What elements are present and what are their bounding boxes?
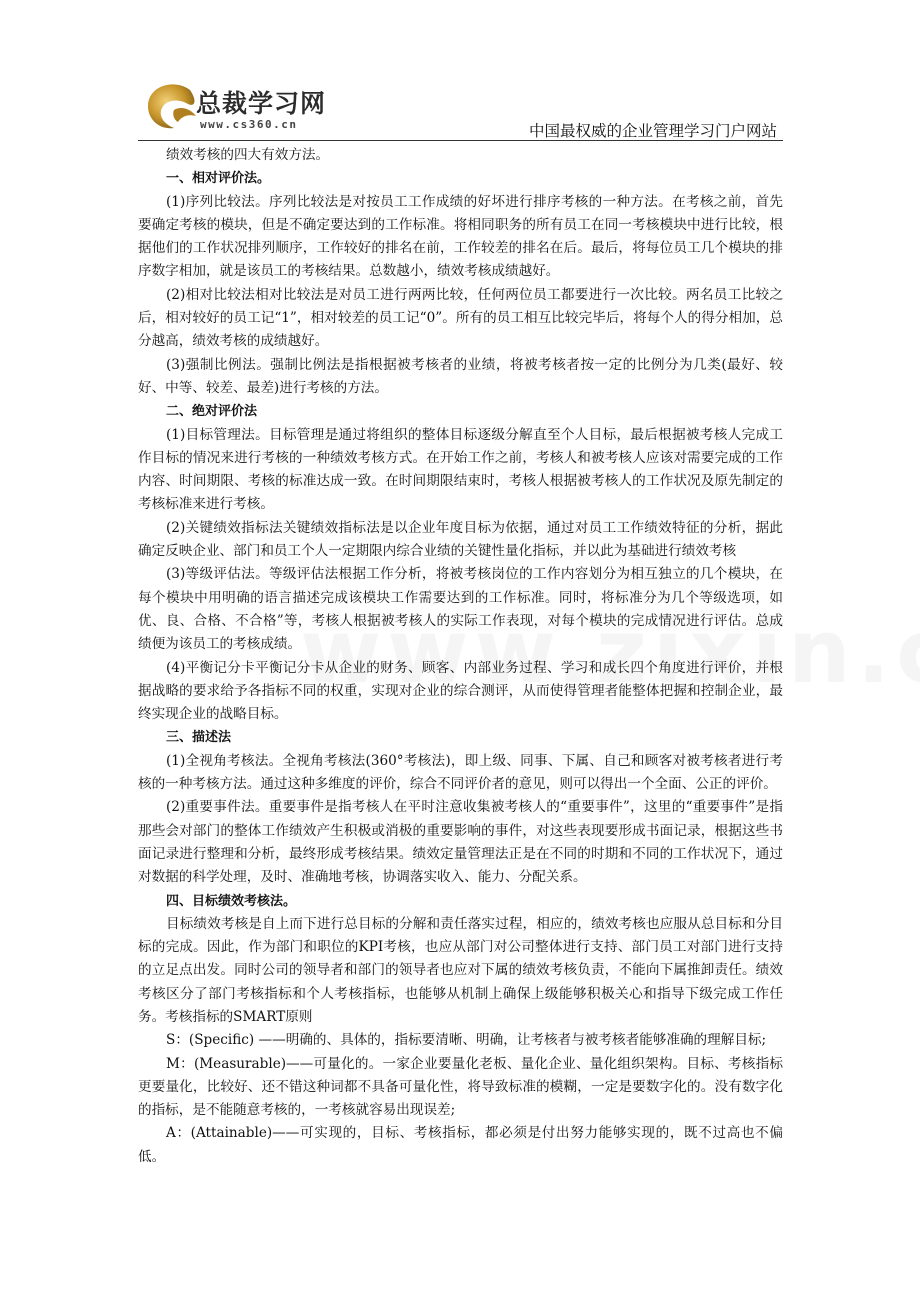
paragraph: (1)全视角考核法。全视角考核法(360°考核法)，即上级、同事、下属、自己和顾客对被考核者进行考核的一种考核方法。通过这种多维度的评价，综合不同评价者的意见，则可以得出一个全面、公正的评价。: [138, 752, 783, 793]
paragraph: (2)相对比较法相对比较法是对员工进行两两比较，任何两位员工都要进行一次比较。两名员工比较之后，相对较好的员工记“1”，相对较差的员工记“0”。所有的员工相互比较完毕后，将每个人的得分相加，总分越高，绩效考核的成绩越好。: [138, 286, 783, 350]
section-heading: 四、目标绩效考核法。: [166, 893, 297, 909]
paragraph: (3)等级评估法。等级评估法根据工作分析，将被考核岗位的工作内容划分为相互独立的几个模块，在每个模块中用明确的语言描述完成该模块工作需要达到的工作标准。同时，将标准分为几个等级选项，如优、良、合格、不合格”等，考核人根据被考核人的实际工作表现，对每个模块的完成情况进行评估。总成绩便为该员工的考核成绩。: [138, 566, 783, 653]
paragraph: (2)关键绩效指标法关键绩效指标法是以企业年度目标为依据，通过对员工工作绩效特征的分析，据此确定反映企业、部门和员工个人一定期限内综合业绩的关键性量化指标，并以此为基础进行绩效考核: [138, 519, 783, 560]
site-logo[interactable]: [144, 78, 344, 134]
section-heading: 二、绝对评价法: [166, 404, 258, 420]
paragraph: S：(Specific) ——明确的、具体的，指标要清晰、明确，让考核者与被考核者能够准确的理解目标;: [166, 1032, 767, 1049]
paragraph: 目标绩效考核是自上而下进行总目标的分解和责任落实过程，相应的，绩效考核也应服从总目标和分目标的完成。因此，作为部门和职位的KPI考核，也应从部门对公司整体进行支持、部门员工对部门进行支持的立足点出发。同时公司的领导者和部门的领导者也应对下属的绩效考核负责，不能向下属推卸责任。绩效考核区分了部门考核指标和个人考核指标，也能够从机制上确保上级能够积极关心和指导下级完成工作任务。考核指标的SMART原则: [138, 915, 783, 1025]
site-header: [138, 74, 783, 142]
section-heading: 三、描述法: [166, 730, 232, 746]
article-body: [138, 144, 783, 1169]
logo-url: www.cs360.cn: [200, 118, 298, 131]
paragraph: (2)重要事件法。重要事件是指考核人在平时注意收集被考核人的“重要事件”，这里的“重要事件”是指那些会对部门的整体工作绩效产生积极或消极的重要影响的事件，对这些表现要形成书面记录，根据这些书面记录进行整理和分析，最终形成考核结果。绩效定量管理法正是在不同的时期和不同的工作状况下，通过对数据的科学处理，及时、准确地考核，协调落实收入、能力、分配关系。: [138, 799, 783, 886]
paragraph: (1)目标管理法。目标管理是通过将组织的整体目标逐级分解直至个人目标，最后根据被考核人完成工作目标的情况来进行考核的一种绩效考核方式。在开始工作之前，考核人和被考核人应该对需要完成的工作内容、时间期限、考核的标准达成一致。在时间期限结束时，考核人根据被考核人的工作状况及原先制定的考核标准来进行考核。: [138, 426, 783, 513]
header-divider: [138, 140, 783, 141]
site-tagline: 中国最权威的企业管理学习门户网站: [528, 122, 777, 140]
paragraph: A：(Attainable)——可实现的，目标、考核指标，都必须是付出努力能够实现的，既不过高也不偏低。: [138, 1125, 783, 1165]
paragraph: 绩效考核的四大有效方法。: [166, 147, 330, 163]
logo-swirl-icon: [144, 80, 200, 132]
logo-title: 总裁学习网: [196, 89, 327, 118]
paragraph: (1)序列比较法。序列比较法是对按员工工作成绩的好坏进行排序考核的一种方法。在考核之前，首先要确定考核的模块，但是不确定要达到的工作标准。将相同职务的所有员工在同一考核模块中进行比较，根据他们的工作状况排列顺序，工作较好的排名在前，工作较差的排名在后。最后，将每位员工几个模块的排序数字相加，就是该员工的考核结果。总数越小，绩效考核成绩越好。: [138, 193, 783, 280]
paragraph: M：(Measurable)——可量化的。一家企业要量化老板、量化企业、量化组织架构。目标、考核指标更要量化，比较好、还不错这种词都不具备可量化性，将导致标准的模糊，一定是要数字化的。没有数字化的指标，是不能随意考核的，一考核就容易出现误差;: [138, 1055, 783, 1119]
paragraph: (4)平衡记分卡平衡记分卡从企业的财务、顾客、内部业务过程、学习和成长四个角度进行评价，并根据战略的要求给予各指标不同的权重，实现对企业的综合测评，从而使得管理者能整体把握和控制企业，最终实现企业的战略目标。: [138, 659, 783, 723]
section-heading: 一、相对评价法。: [166, 171, 271, 187]
paragraph: (3)强制比例法。强制比例法是指根据被考核者的业绩，将被考核者按一定的比例分为几类(最好、较好、中等、较差、最差)进行考核的方法。: [138, 356, 783, 396]
